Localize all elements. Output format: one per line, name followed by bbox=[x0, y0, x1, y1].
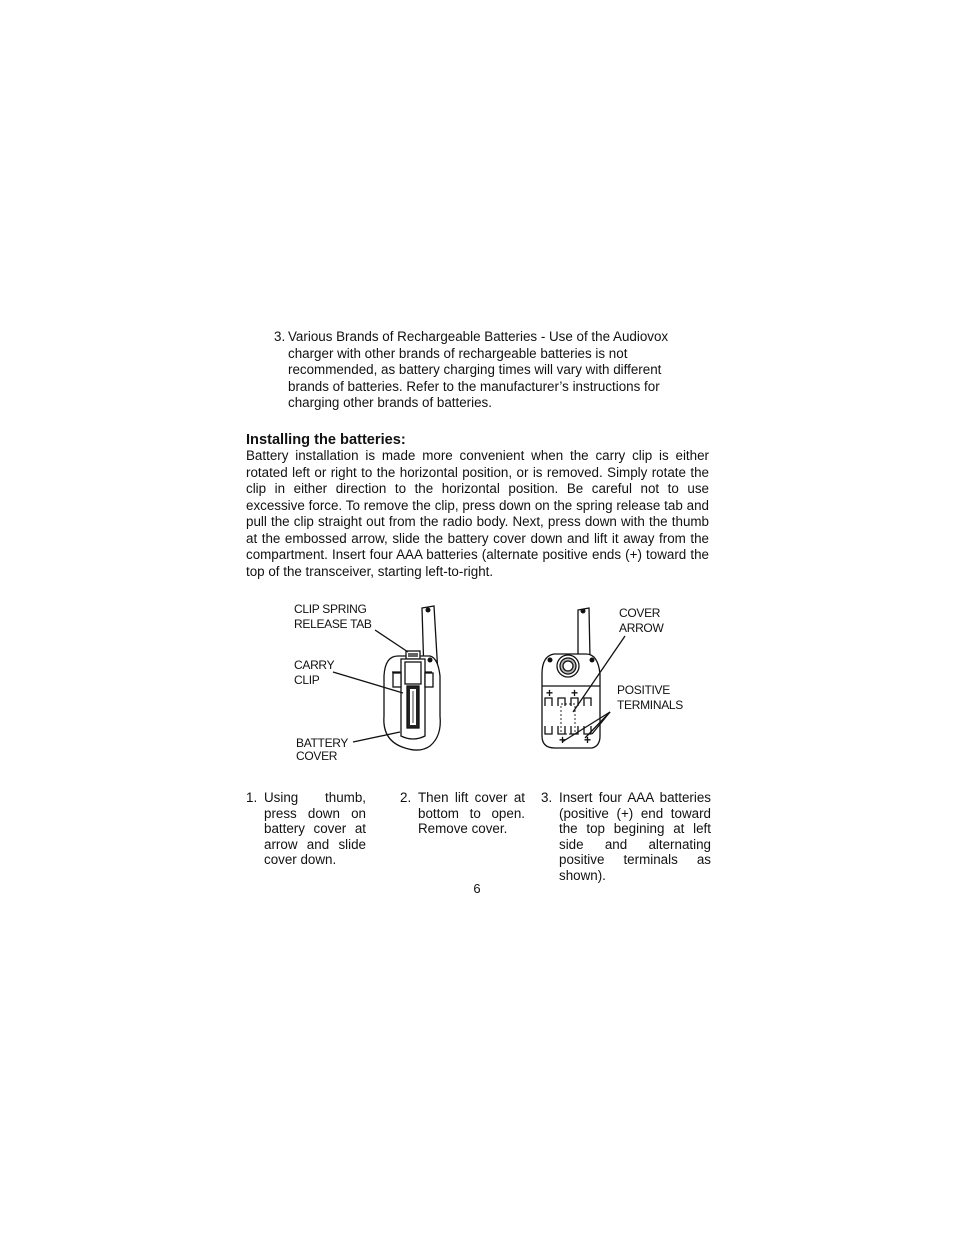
step-number: 3. bbox=[541, 790, 553, 805]
list-item-line: brands of batteries. Refer to the manufacturer’s instructions for bbox=[288, 378, 660, 394]
label-cover: COVER bbox=[296, 749, 338, 763]
label-clip: CLIP bbox=[294, 673, 320, 687]
list-item-line: charging other brands of batteries. bbox=[288, 395, 492, 410]
plus-sign: + bbox=[559, 733, 566, 747]
list-item-line: Various Brands of Rechargeable Batteries - Use of the Audiovox bbox=[288, 329, 669, 344]
label-cover-top: COVER bbox=[619, 606, 661, 620]
step-1 bbox=[246, 790, 366, 868]
section-heading: Installing the batteries: bbox=[246, 432, 406, 448]
step-number: 1. bbox=[246, 790, 258, 805]
plus-sign: + bbox=[546, 686, 553, 700]
list-item-number: 3. bbox=[274, 329, 286, 344]
step-number: 2. bbox=[400, 790, 412, 805]
step-text: Using thumb, press down on battery cover at arrow and slide cover down. bbox=[264, 790, 366, 868]
label-carry: CARRY bbox=[294, 658, 335, 672]
list-item-line: charger with other brands of rechargeable batteries is not bbox=[288, 345, 628, 361]
label-battery: BATTERY bbox=[296, 736, 349, 750]
battery-installation-figure bbox=[280, 596, 700, 771]
step-2 bbox=[400, 790, 525, 837]
label-positive: POSITIVE bbox=[617, 683, 670, 697]
plus-sign: + bbox=[584, 733, 591, 747]
step-text: Insert four AAA batteries (positive (+) end toward the top begining at left side and alternating positive terminals as shown). bbox=[559, 790, 711, 883]
list-item-body bbox=[288, 329, 714, 412]
section-paragraph: Battery installation is made more convenient when the carry clip is either rotated left or right to the horizontal position, or is removed. Simply rotate the clip in either direction to the horizontal position. Be careful not to use excessive force. To remove the clip, press down on the spring release tab and pull the clip straight out from the radio body. Next, press down with the thumb at the embossed arrow, slide the battery cover down and lift it away from the compartment. Insert four AAA batteries (alternate positive ends (+) toward the top of the transceiver, starting left-to-right. bbox=[246, 448, 709, 579]
page-number: 6 bbox=[473, 881, 481, 896]
step-3 bbox=[541, 790, 711, 884]
label-arrow: ARROW bbox=[619, 621, 664, 635]
label-terminals: TERMINALS bbox=[617, 698, 683, 712]
list-item-rechargeable-brands bbox=[274, 329, 714, 412]
label-clip-spring: CLIP SPRING bbox=[294, 602, 367, 616]
radio-back-illustration bbox=[542, 608, 600, 748]
label-release-tab: RELEASE TAB bbox=[294, 617, 372, 631]
step-text: Then lift cover at bottom to open. Remove cover. bbox=[418, 790, 525, 837]
list-item-line: recommended, as battery charging times will vary with different bbox=[288, 362, 662, 377]
radio-front-illustration bbox=[384, 606, 440, 750]
plus-sign: + bbox=[571, 686, 578, 700]
